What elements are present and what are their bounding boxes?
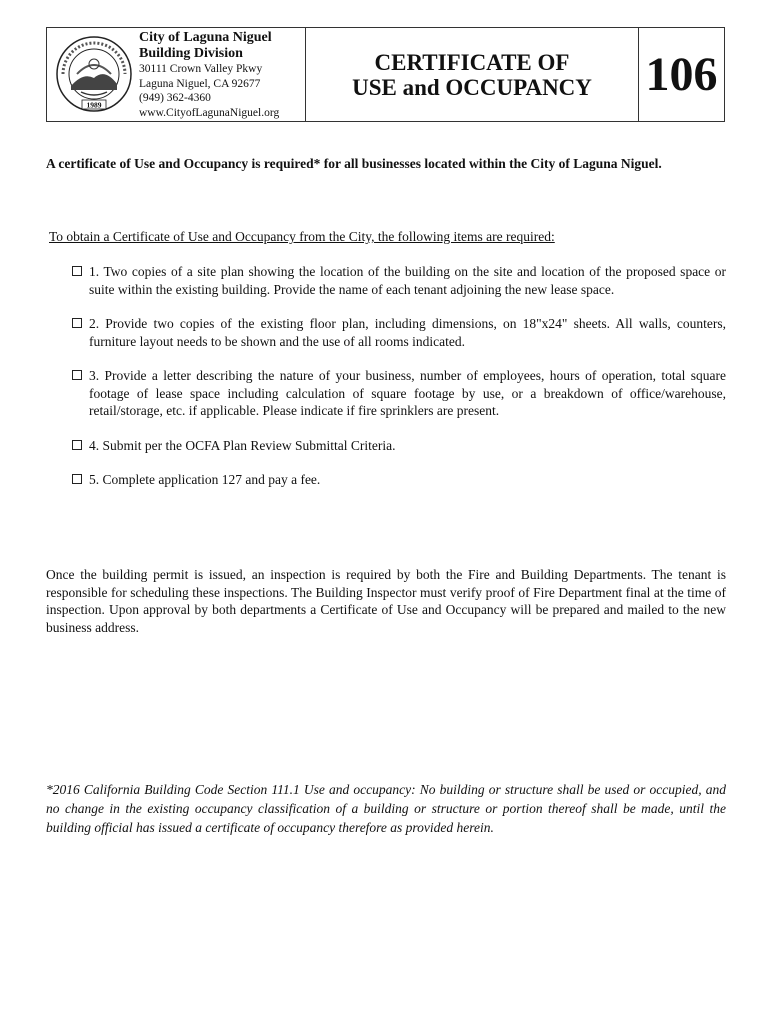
requirement-text: 1. Two copies of a site plan showing the location of the building on the site and location of the proposed space or suite within the existing building. Provide the name of each tenant adjoining the new lease space.	[89, 264, 726, 297]
closing-paragraph: Once the building permit is issued, an inspection is required by both the Fire and Building Departments. The tenant is responsible for scheduling these inspections. The Building Inspector must verify proof of Fire Department final at the time of inspection. Upon approval by both departments a Certificate of Use and Occupancy will be prepared and mailed to the new business address.	[46, 567, 726, 635]
website-link[interactable]: www.CityofLagunaNiguel.org	[139, 106, 280, 119]
agency-info	[139, 30, 304, 120]
agency-name: City of Laguna Niguel	[139, 30, 272, 45]
checkbox-icon[interactable]	[72, 440, 82, 450]
phone-number: (949) 362-4360	[139, 92, 211, 104]
document-header	[46, 27, 725, 122]
requirement-item	[69, 471, 726, 489]
requirement-item	[69, 263, 726, 298]
document-title	[306, 28, 639, 121]
agency-block	[47, 28, 306, 121]
division-name: Building Division	[139, 46, 243, 61]
address-line-2: Laguna Niguel, CA 92677	[139, 77, 261, 90]
address-line-1: 30111 Crown Valley Pkwy	[139, 63, 263, 75]
checkbox-icon[interactable]	[72, 370, 82, 380]
requirement-text: 4. Submit per the OCFA Plan Review Submittal Criteria.	[89, 437, 396, 453]
city-seal-icon	[55, 34, 133, 116]
form-number-block	[639, 28, 724, 121]
requirement-text: 3. Provide a letter describing the nature of your business, number of employees, hours of operation, total square footage of lease space including calculation of square footage by use, or a breakdown of office/warehouse, retail/storage, etc. if applicable. Please indicate if fire sprinklers are present.	[89, 368, 726, 418]
requirement-text: 2. Provide two copies of the existing floor plan, including dimensions, on 18"x24" sheets. All walls, counters, furniture layout needs to be shown and the use of all rooms indicated.	[89, 316, 726, 349]
checkbox-icon[interactable]	[72, 318, 82, 328]
requirement-text: 5. Complete application 127 and pay a fee.	[89, 472, 321, 487]
title-line-1: CERTIFICATE OF	[374, 49, 570, 75]
intro-statement: A certificate of Use and Occupancy is required* for all businesses located within the City of Laguna Niguel.	[46, 156, 662, 171]
svg-text:1989: 1989	[86, 100, 102, 110]
requirement-item	[69, 367, 726, 420]
form-number: 106	[645, 48, 718, 101]
requirement-item	[69, 315, 726, 350]
checkbox-icon[interactable]	[72, 474, 82, 484]
code-footnote: *2016 California Building Code Section 111.1 Use and occupancy: No building or structure shall be used or occupied, and no change in the existing occupancy classification of a building or structure or portion thereof shall be made, until the building official has issued a certificate of occupancy therefore as provided herein.	[46, 782, 726, 835]
requirement-item	[69, 437, 726, 455]
requirements-list	[69, 263, 726, 506]
title-line-2: USE and OCCUPANCY	[352, 74, 592, 100]
requirements-heading: To obtain a Certificate of Use and Occupancy from the City, the following items are required:	[49, 229, 555, 244]
checkbox-icon[interactable]	[72, 266, 82, 276]
